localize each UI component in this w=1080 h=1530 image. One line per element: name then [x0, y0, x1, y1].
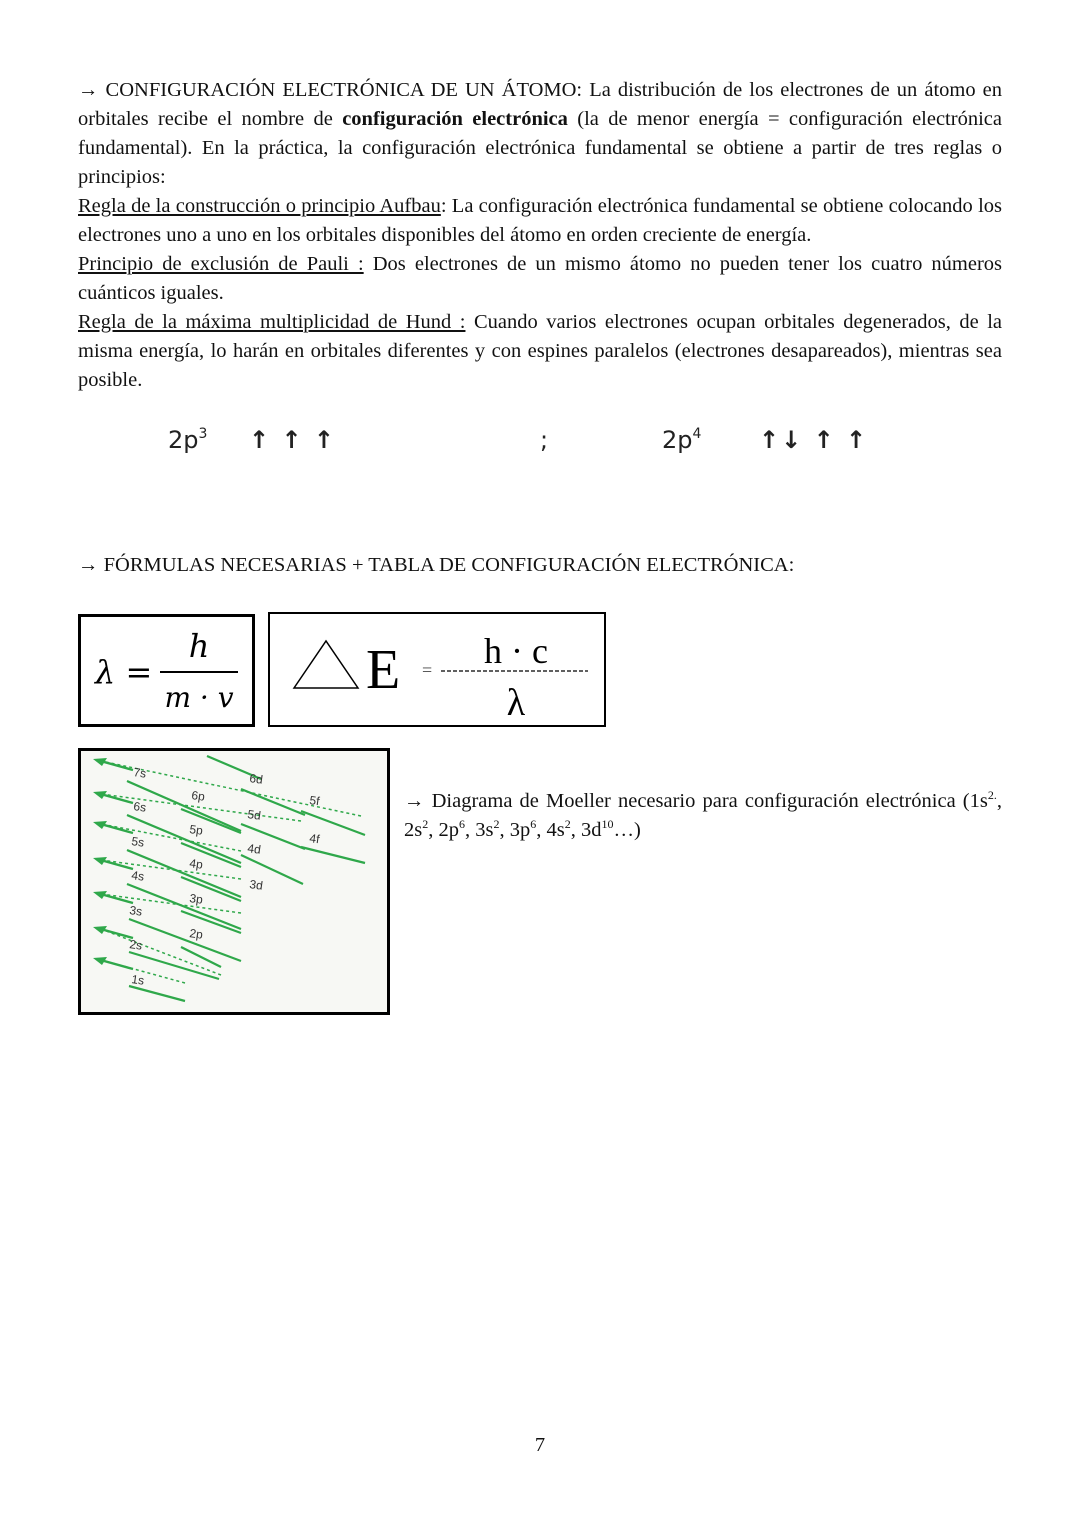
spin-arrows-right: ↑↓ ↑ ↑ — [759, 426, 869, 454]
energy-symbol: E — [366, 639, 401, 701]
config-term: $4s^2$ — [546, 817, 571, 841]
delta-triangle-icon — [294, 641, 358, 688]
formula-denominator: m · v — [164, 681, 234, 714]
orbital-label: 4d — [246, 841, 262, 857]
formula-lhs: λ = — [95, 653, 153, 691]
orbital-label: 4p — [188, 856, 204, 872]
formula-numerator: h — [188, 627, 210, 665]
orbital-label: 5p — [188, 822, 204, 838]
separator: ; — [540, 426, 549, 454]
rule-hund: Regla de la máxima multiplicidad de Hund : Cuando varios electrones ocupan orbitales degenerados, de la misma energía, lo harán en orbitales diferentes y con espines paralelos (electrones desapareados), mientras sea posible. — [78, 311, 1002, 391]
orbital-label: 5d — [246, 807, 262, 823]
formula-energy — [270, 614, 604, 725]
formulas-heading: → FÓRMULAS NECESARIAS + TABLA DE CONFIGURACIÓN ELECTRÓNICA: — [78, 554, 795, 576]
orbital-label: 1s — [130, 972, 146, 988]
orbital-label: 4s — [130, 868, 146, 884]
page-number: 7 — [534, 1434, 546, 1456]
orbital-stroke — [129, 919, 241, 961]
orbital-label: 3p — [188, 891, 204, 907]
orbital-label: 2s — [128, 937, 144, 953]
bold-term: configuración electrónica — [342, 108, 568, 130]
orbital-stroke — [129, 986, 185, 1001]
orbital-label: 2p — [188, 926, 204, 942]
filling-order-line — [101, 929, 221, 975]
formula-numerator: h · c — [484, 631, 548, 671]
moeller-diagram — [78, 748, 390, 1015]
config-term: $1s^{2.}$ — [969, 788, 997, 812]
orbital-label: 5s — [130, 834, 146, 850]
moeller-diagram-svg — [81, 751, 387, 1012]
orbital-label-right: $2p^4$ — [662, 426, 702, 454]
orbital-label: 6p — [190, 788, 206, 804]
filling-order-line — [101, 824, 241, 851]
formula-energy-box — [268, 612, 606, 727]
orbital-stroke — [301, 847, 365, 863]
formula-denominator: λ — [506, 682, 526, 724]
orbital-label-left: $2p^3$ — [168, 426, 208, 454]
config-term: $2p^6$ — [438, 817, 465, 841]
equals-sign: = — [422, 660, 433, 680]
rule-title: Regla de la máxima multiplicidad de Hund : — [78, 311, 466, 333]
orbital-stroke — [181, 947, 221, 967]
orbital-label: 3s — [128, 903, 144, 919]
spin-arrows-left: ↑ ↑ ↑ — [249, 426, 337, 454]
orbital-label: 6d — [248, 771, 264, 787]
config-term: $3d^{10}$ — [580, 817, 614, 841]
filling-order-line — [101, 894, 241, 913]
moeller-caption: → Diagrama de Moeller necesario para configuración electrónica ($1s^{2.}$, $2s^2$, $2p^6$, $3s^2$, $3p^6$, $4s^2$, $3d^{10}\dots$) — [404, 788, 1002, 841]
section-heading: → CONFIGURACIÓN ELECTRÓNICA DE UN ÁTOMO: — [78, 79, 583, 101]
formula-debroglie-box — [78, 614, 255, 727]
orbital-label: 7s — [132, 765, 148, 781]
orbital-label: 3d — [248, 877, 264, 893]
formula-debroglie — [81, 617, 252, 724]
orbital-label: 4f — [308, 831, 321, 847]
rule-title: Regla de la construcción o principio Aufbau — [78, 195, 441, 217]
rule-title: Principio de exclusión de Pauli : — [78, 253, 364, 275]
rule-pauli: Principio de exclusión de Pauli : Dos electrones de un mismo átomo no pueden tener los cuatro números cuánticos iguales. — [78, 253, 1003, 304]
filling-order-line — [101, 860, 241, 879]
rule-aufbau: Regla de la construcción o principio Aufbau: La configuración electrónica fundamental se obtiene colocando los electrones uno a uno en los orbitales disponibles del átomo en orden creciente de energía. — [78, 195, 1002, 246]
config-term: $3p^6$ — [509, 817, 537, 841]
orbital-label: 6s — [132, 799, 148, 815]
config-term: $3s^2$ — [475, 817, 500, 841]
orbital-label: 5f — [308, 793, 321, 809]
intro-paragraph: → CONFIGURACIÓN ELECTRÓNICA DE UN ÁTOMO: La distribución de los electrones de un átomo en orbitales recibe el nombre de configuración electrónica (la de menor energía = configuración electrónica fundamental). En la práctica, la configuración electrónica fundamental se obtiene a partir de tres reglas o principios: — [78, 79, 1003, 188]
orbital-examples — [0, 426, 1080, 466]
config-term: $2s^2$ — [404, 817, 429, 841]
configuration-sequence: $1s^{2.}$, $2s^2$, $2p^6$, $3s^2$, $3p^6$, $4s^2$, $3d^{10}$ — [404, 788, 1002, 841]
